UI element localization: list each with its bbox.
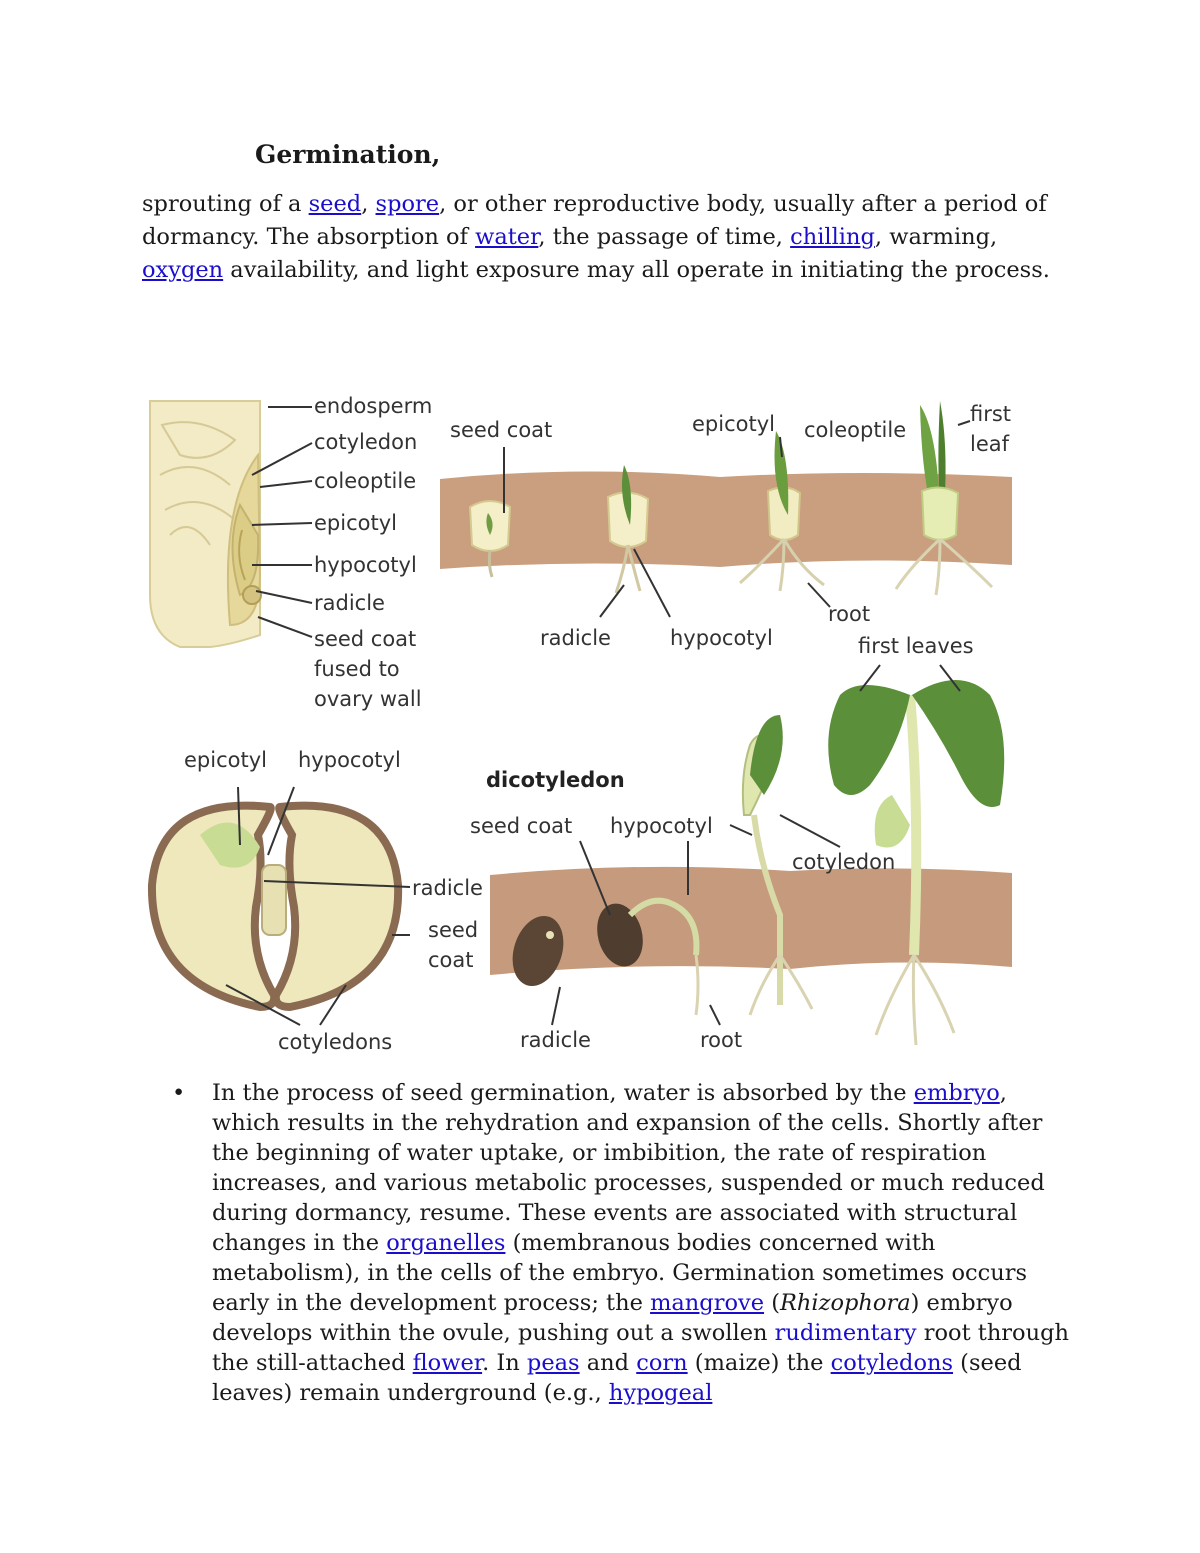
link-flower[interactable]: flower <box>412 1350 483 1376</box>
link-chilling[interactable]: chilling <box>790 224 875 250</box>
label-cotyledon: cotyledon <box>314 430 418 454</box>
label-root-b: root <box>700 1028 743 1052</box>
link-mangrove[interactable]: mangrove <box>650 1290 765 1316</box>
label-epicotyl-bl: epicotyl <box>184 748 267 772</box>
monocot-section <box>150 401 261 647</box>
link-rudimentary[interactable]: rudimentary <box>774 1320 917 1346</box>
label-dicotyledon: dicotyledon <box>486 768 625 792</box>
link-organelles[interactable]: organelles <box>386 1230 506 1256</box>
label-seed-coat-fused-2: fused to <box>314 657 400 681</box>
label-radicle: radicle <box>314 591 385 615</box>
germination-figure <box>140 395 1020 1065</box>
label-seed-coat: seed coat <box>450 418 553 442</box>
intro-paragraph: sprouting of a seed, spore, or other reproductive body, usually after a period of dormancy. The absorption of water, the passage of time, chilling, warming, oxygen availability, and light exposure may all operate in initiating the process. <box>142 191 1050 283</box>
label-radicle-b: radicle <box>520 1028 591 1052</box>
link-seed[interactable]: seed <box>308 191 362 217</box>
label-seed-coat-fused-3: ovary wall <box>314 687 422 711</box>
bullet-marker: • <box>172 1080 186 1106</box>
link-peas[interactable]: peas <box>526 1350 580 1376</box>
label-cotyledon-b: cotyledon <box>792 850 896 874</box>
label-seed-coat-b: seed coat <box>470 814 573 838</box>
page-title: Germination, <box>255 140 441 169</box>
link-spore[interactable]: spore <box>375 191 440 217</box>
link-embryo[interactable]: embryo <box>913 1080 1000 1106</box>
link-corn[interactable]: corn <box>636 1350 688 1376</box>
link-hypogeal[interactable]: hypogeal <box>608 1380 713 1406</box>
label-cotyledons: cotyledons <box>278 1030 393 1054</box>
label-seed-coat-fused-1: seed coat <box>314 627 417 651</box>
link-oxygen[interactable]: oxygen <box>142 257 224 283</box>
label-first-leaves: first leaves <box>858 634 974 658</box>
label-hypocotyl-mid: hypocotyl <box>670 626 773 650</box>
label-radicle-mid: radicle <box>540 626 611 650</box>
label-coleoptile-top: coleoptile <box>804 418 907 442</box>
label-radicle-bl: radicle <box>412 876 483 900</box>
label-first-leaf-2: leaf <box>970 432 1010 456</box>
label-epicotyl-top: epicotyl <box>692 412 775 436</box>
label-endosperm: endosperm <box>314 395 433 418</box>
text-rhizophora: Rhizophora <box>779 1290 911 1316</box>
label-epicotyl: epicotyl <box>314 511 397 535</box>
label-coleoptile: coleoptile <box>314 469 417 493</box>
bullet-list <box>170 1078 1070 1408</box>
link-cotyledons[interactable]: cotyledons <box>830 1350 954 1376</box>
soil-bottom <box>490 867 1012 975</box>
label-hypocotyl-bl: hypocotyl <box>298 748 401 772</box>
bullet-item: • In the process of seed germination, water is absorbed by the embryo, which results in the rehydration and expansion of the cells. Shortly after the beginning of water uptake, or imbibition, the rate of respiration increases, and various metabolic processes, suspended or much reduced during dormancy, resume. These events are associated with structural changes in the organelles (membranous bodies concerned with metabolism), in the cells of the embryo. Germination sometimes occurs early in the development process; the mangrove (Rhizophora) embryo develops within the ovule, pushing out a swollen rudimentary root through the still-attached flower. In peas and corn (maize) the cotyledons (seed leaves) remain underground (e.g., hypogeal <box>172 1080 1069 1406</box>
label-seed-bl-2: coat <box>428 948 474 972</box>
label-seed-bl-1: seed <box>428 918 479 942</box>
label-hypocotyl-b: hypocotyl <box>610 814 713 838</box>
label-hypocotyl: hypocotyl <box>314 553 417 577</box>
label-first-leaf-1: first <box>970 402 1012 426</box>
germination-diagram <box>140 395 1020 1065</box>
label-root: root <box>828 602 871 626</box>
link-water[interactable]: water <box>475 224 539 250</box>
